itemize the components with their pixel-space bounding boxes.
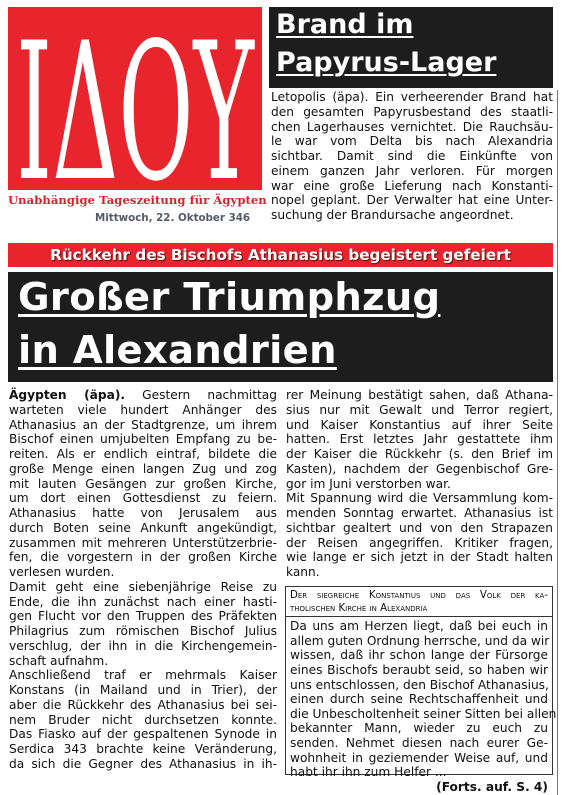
- article-first-line-text: Gestern nachmittag: [125, 388, 277, 402]
- article-line: wissen, daß ihr schon lange der Fürsorge: [290, 648, 548, 663]
- article-line: einem ganzen Jahr verloren. Für morgen: [271, 163, 553, 178]
- article-line: rer Meinung bestätigt sahen, daß Athana-: [286, 388, 553, 402]
- article-line: um dort einen Gottesdienst zu feiern.: [9, 491, 277, 506]
- main-subheadline: Rückkehr des Bischofs Athanasius begeistert gefeiert: [8, 243, 553, 267]
- article-line: Da uns am Herzen liegt, daß bei euch in: [290, 619, 548, 634]
- article-line: Mit Spannung wird die Versammlung kom-: [286, 491, 553, 506]
- main-article-column-2: [286, 388, 553, 580]
- article-line: verschlug, der ihn in die Kirchengemein-: [9, 638, 277, 653]
- article-line: menden Sonntag erwartet. Athanasius ist: [286, 506, 553, 520]
- article-line: wohnheit in geziemender Weise auf, und: [290, 750, 548, 765]
- article-line: Athanasius hatte von Jerusalem aus: [9, 506, 277, 520]
- article-line: kann.: [286, 565, 320, 579]
- article-line: suchung der Brandursache angeordnet.: [271, 208, 514, 222]
- article-line: chen Lagerhauses vernichtet. Die Rauchsäu-: [271, 119, 553, 134]
- article-line: der Kaiser die Rückkehr (s. den Brief im: [286, 447, 553, 461]
- article-line: Anschließend traf er mehrmals Kaiser: [9, 668, 277, 683]
- article-line: durch Boten seine Ankunft angekündigt,: [9, 520, 277, 535]
- article-line: nopel geplant. Der Verwalter hat eine Unter-: [271, 193, 553, 208]
- article-line: Damit geht eine siebenjährige Reise zu: [9, 579, 277, 594]
- article-line: Ende, die ihn zunächst nach einer hasti-: [9, 594, 277, 609]
- article-line: allem guten Ordnung herrsche, und da wir: [290, 633, 550, 648]
- article-line: gen Flucht vor den Truppen des Präfekten: [9, 609, 277, 624]
- letter-box: [285, 586, 557, 794]
- article-line: gor im Juni verstorben war.: [286, 476, 451, 491]
- article-line: [290, 765, 548, 794]
- article-line: Philagrius zum römischen Bischof Julius: [9, 624, 277, 638]
- article-line: den gesamten Papyrusbestand des staatli-: [271, 104, 553, 119]
- article-line: aber die Rückkehr des Athanasius bei sei-: [9, 697, 277, 712]
- article-line: Das Fiasko auf der gespaltenen Synode in: [9, 727, 277, 742]
- article-line: Athanasius an der Stadtgrenze, um ihrem: [9, 417, 277, 432]
- article-line: sichtbar. Damit sind die Einkünfte von: [271, 149, 553, 163]
- article-line: Serdica 343 brachte keine Veränderung,: [9, 742, 277, 756]
- article-line: und Kaiser Konstantius auf ihrer Seite: [286, 417, 553, 432]
- main-headline-line-1: Großer Triumphzug: [18, 275, 441, 320]
- article-line: verlesen wurden.: [9, 565, 115, 579]
- logo-text: ΙΔΟΥ: [16, 7, 256, 190]
- article-line: senden. Nehmet diesen nach eurer Ge-: [290, 735, 548, 750]
- article-line: die Unbescholtenheit seiner Sitten bei allen: [290, 706, 557, 721]
- article-line: reiten. Als er endlich eintraf, bildete die: [9, 447, 277, 461]
- article-line: war eine große Lieferung nach Konstanti-: [271, 178, 553, 193]
- article-line: sius nur mit Gewalt und Terror regiert,: [286, 402, 553, 417]
- letter-last-line: habt ihr ihn zum Helfer ...: [290, 765, 447, 780]
- main-article-column-1: [9, 388, 277, 772]
- article-line: einen durch seine Rechtschaffenheit und: [290, 692, 548, 707]
- article-line: uns entschlossen, den Bischof Athanasius,: [290, 677, 549, 692]
- letter-box-header: [290, 590, 548, 615]
- masthead-tagline: Unabhängige Tageszeitung für Ägypten: [8, 193, 267, 207]
- side-headline-line-2: Papyrus-Lager: [276, 47, 497, 78]
- article-line: bekannter Mann, wieder zu euch zu: [290, 721, 548, 736]
- article-line: da sich die Gegner des Athanasius in ih-: [9, 756, 277, 771]
- article-line: Bischof einen umjubelten Empfang zu be-: [9, 432, 277, 447]
- article-line: zusammen mit mehreren Unterstützerbrie-: [9, 535, 277, 550]
- continued-reference: (Forts. auf. S. 4): [436, 779, 548, 794]
- article-line: schaft aufnahm.: [9, 653, 109, 668]
- article-line: [9, 388, 277, 403]
- side-headline-line-1: Brand im: [276, 9, 414, 40]
- article-line: große Menge einen langen Zug und zog: [9, 461, 277, 476]
- main-headline: [8, 272, 553, 382]
- letter-box-body: [290, 619, 557, 765]
- article-line: Letopolis (äpa). Ein verheerender Brand hat: [271, 90, 553, 104]
- article-line: hatten. Erst letztes Jahr gestattete ihm: [286, 432, 553, 447]
- letter-box-rule: [286, 616, 552, 617]
- article-line: Kasten), nachdem der Gegenbischof Gre-: [286, 461, 553, 476]
- article-line: eines Bischofs beraubt seid, so haben wir: [290, 662, 548, 677]
- article-line: le war vom Delta bis nach Alexandria: [271, 134, 553, 149]
- article-dateline: Ägypten (äpa).: [9, 388, 126, 402]
- masthead-logo: [8, 7, 262, 190]
- column-divider: [557, 90, 558, 795]
- article-line: fen, die vorgestern in der großen Kirche: [9, 550, 277, 565]
- logo-graphic: [8, 7, 262, 190]
- article-line: wie lange er sich jetzt in der Stadt halten: [286, 550, 553, 565]
- side-article-body: [271, 90, 553, 223]
- main-headline-line-2: in Alexandrien: [18, 328, 337, 373]
- article-line: tholischen Kirche in Alexandria: [290, 602, 428, 614]
- article-line: Konstans (in Mailand und in Trier), der: [9, 683, 277, 697]
- issue-date: Mittwoch, 22. Oktober 346: [95, 212, 251, 224]
- article-line: warteten viele hundert Anhänger des: [9, 402, 277, 417]
- article-line: der Reisen angegriffen. Kritiker fragen,: [286, 535, 553, 550]
- article-line: Der siegreiche Konstantius und das Volk der ka-: [290, 590, 548, 601]
- side-article-headline: [269, 7, 553, 88]
- article-line: sichtbar gealtert und von den Strapazen: [286, 520, 553, 535]
- article-line: mit lauten Gesängen zur großen Kirche,: [9, 476, 277, 491]
- article-line: nem Bruder nicht durchsetzen konnte.: [9, 712, 277, 727]
